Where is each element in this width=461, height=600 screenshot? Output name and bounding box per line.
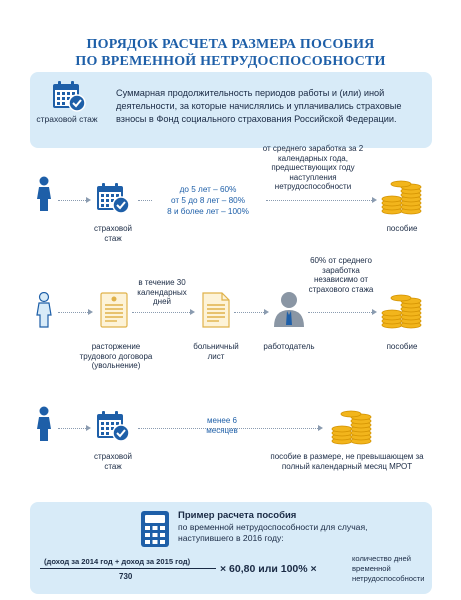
insurance-record-definition-panel [30, 72, 432, 148]
insurance-record-definition: Суммарная продолжительность периодов работы и (или) иной деятельности, за которые начислялись и уплачивались страховые взносы в Фонд социального страхования Российской Федерации. [116, 88, 402, 124]
sixty-percent-note: 60% от среднего заработка независимо от страхового стажа [308, 256, 374, 294]
formula-denominator: 730 [119, 572, 133, 581]
calendar-check-icon [96, 182, 130, 219]
title-line-2: ПО ВРЕМЕННОЙ НЕТРУДОСПОСОБНОСТИ [75, 54, 386, 69]
rate-list [146, 184, 270, 217]
coins-icon [380, 178, 424, 221]
formula-numerator: (доход за 2014 год + доход за 2015 год) [44, 557, 191, 566]
sick-leave-label: больничный лист [193, 342, 239, 361]
rate-8-plus: 8 и более лет – 100% [167, 207, 249, 216]
average-earnings-note: от среднего заработка за 2 календарных года, предшествующих году наступления нетрудоспособности [262, 144, 364, 191]
arrow-icon [86, 425, 91, 431]
arrow-icon [318, 425, 323, 431]
example-title: Пример расчета пособия [178, 510, 297, 521]
within-30-days-note: в течение 30 календарных дней [137, 278, 187, 306]
coins-icon [330, 408, 374, 451]
calculation-example-panel [30, 502, 432, 594]
connector [58, 200, 88, 201]
benefit-label: пособие [386, 342, 418, 351]
sick-leave-document-icon [202, 292, 230, 333]
insurance-record-label: страховой стаж [36, 114, 98, 124]
arrow-icon [372, 197, 377, 203]
rate-under-5: до 5 лет – 60% [179, 185, 237, 194]
contract-termination-label: расторжение трудового договора (увольнение) [79, 342, 153, 370]
less-than-6-months-note: менее 6 месяцев [206, 416, 238, 435]
arrow-icon [264, 309, 269, 315]
benefit-label: пособие [386, 224, 418, 233]
connector [266, 200, 372, 201]
formula-days: количество дней временной нетрудоспособности [352, 554, 425, 583]
woman-icon [36, 292, 52, 333]
employer-icon [272, 290, 306, 333]
connector [234, 312, 264, 313]
arrow-icon [88, 309, 93, 315]
rate-5-to-8: от 5 до 8 лет – 80% [171, 196, 245, 205]
page-title [0, 36, 461, 70]
connector [58, 312, 88, 313]
connector [132, 312, 190, 313]
insurance-record-label: страховой стаж [94, 452, 132, 471]
calculator-icon [140, 510, 170, 553]
employer-label: работодатель [263, 342, 315, 351]
woman-icon [36, 176, 52, 217]
arrow-icon [86, 197, 91, 203]
insurance-record-label: страховой стаж [94, 224, 132, 243]
connector [308, 312, 372, 313]
calendar-check-icon [96, 410, 130, 447]
woman-icon [36, 406, 52, 447]
arrow-icon [372, 309, 377, 315]
title-line-1: ПОРЯДОК РАСЧЕТА РАЗМЕРА ПОСОБИЯ [86, 37, 375, 52]
coins-icon [380, 292, 424, 335]
example-subtitle: по временной нетрудоспособности для случая, наступившего в 2016 году: [178, 522, 368, 543]
fraction-bar [40, 568, 216, 569]
calendar-check-icon [52, 80, 86, 117]
formula-multiplier: × 60,80 или 100% × [220, 563, 317, 575]
arrow-icon [190, 309, 195, 315]
contract-document-icon [100, 292, 128, 333]
connector [58, 428, 88, 429]
mrot-limit-note: пособие в размере, не превышающем за полный календарный месяц МРОТ [270, 452, 424, 471]
